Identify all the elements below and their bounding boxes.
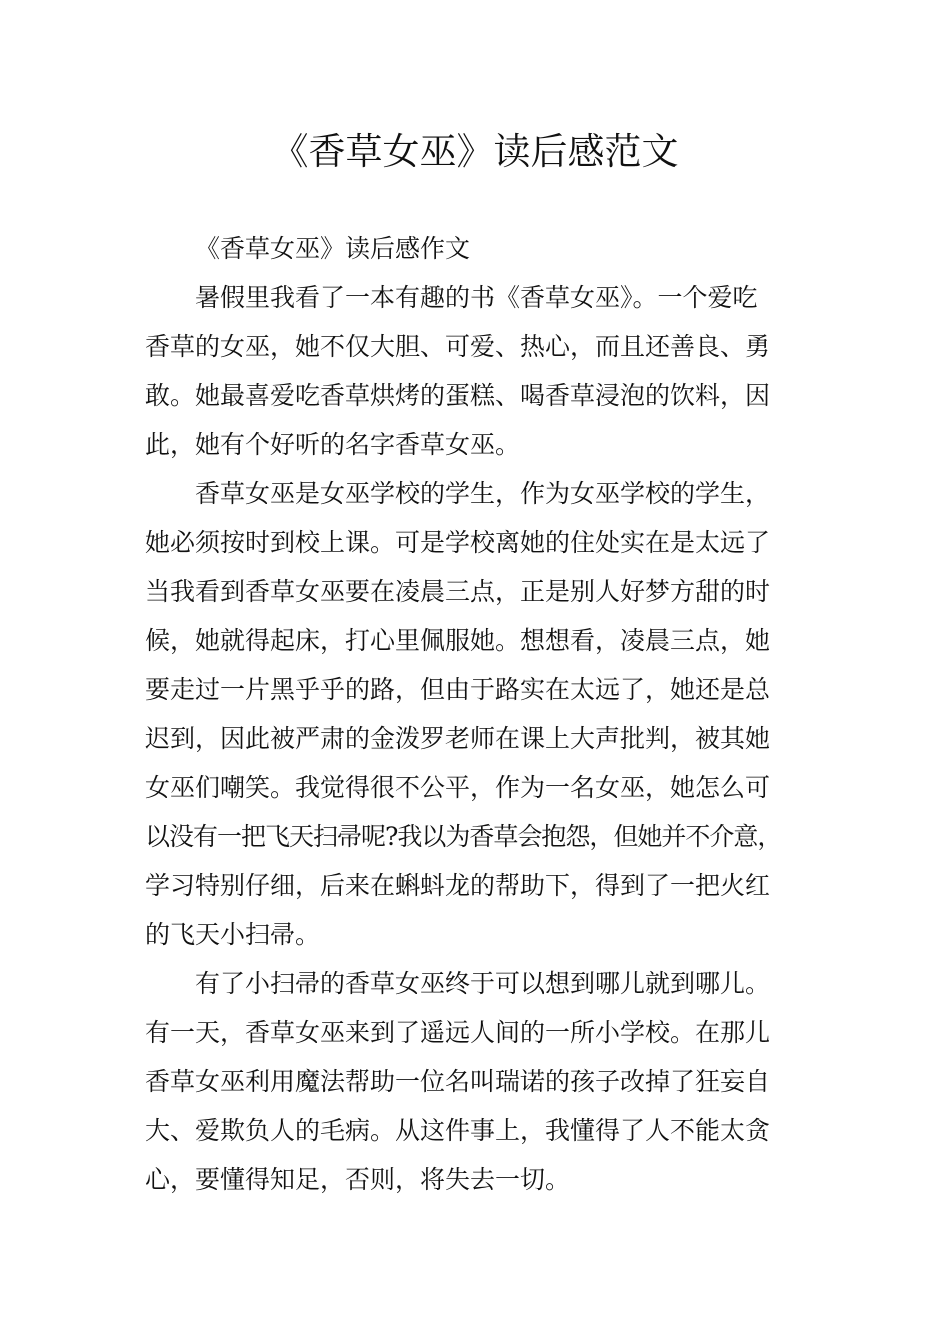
paragraph-1-line-4: 此，她有个好听的名字香草女巫。	[145, 430, 521, 459]
paragraph-3	[145, 959, 831, 1204]
paragraph-3-line-5: 心，要懂得知足，否则，将失去一切。	[145, 1165, 571, 1194]
paragraph-2-line-8: 以没有一把飞天扫帚呢?我以为香草会抱怨，但她并不介意，	[145, 822, 782, 851]
paragraph-2-line-9: 学习特别仔细，后来在蝌蚪龙的帮助下，得到了一把火红	[145, 871, 771, 900]
document-body	[145, 224, 831, 1204]
paragraph-1	[145, 273, 831, 469]
paragraph-3-line-3: 香草女巫利用魔法帮助一位名叫瑞诺的孩子改掉了狂妄自	[145, 1067, 771, 1096]
paragraph-2-line-2: 她必须按时到校上课。可是学校离她的住处实在是太远了	[145, 528, 771, 557]
paragraph-3-line-2: 有一天，香草女巫来到了遥远人间的一所小学校。在那儿	[145, 1018, 771, 1047]
paragraph-1-line-3: 敢。她最喜爱吃香草烘烤的蛋糕、喝香草浸泡的饮料，因	[145, 381, 771, 410]
paragraph-1-line-2: 香草的女巫，她不仅大胆、可爱、热心，而且还善良、勇	[145, 332, 771, 361]
subtitle-paragraph	[145, 224, 831, 273]
paragraph-2-line-7: 女巫们嘲笑。我觉得很不公平，作为一名女巫，她怎么可	[145, 773, 771, 802]
subtitle-line: 《香草女巫》读后感作文	[195, 234, 471, 263]
paragraph-2-line-6: 迟到，因此被严肃的金泼罗老师在课上大声批判，被其她	[145, 724, 771, 753]
paragraph-2-line-5: 要走过一片黑乎乎的路，但由于路实在太远了，她还是总	[145, 675, 771, 704]
paragraph-2-line-1: 香草女巫是女巫学校的学生，作为女巫学校的学生，	[195, 479, 771, 508]
paragraph-2-line-4: 候，她就得起床，打心里佩服她。想想看，凌晨三点，她	[145, 626, 771, 655]
paragraph-1-line-1: 暑假里我看了一本有趣的书《香草女巫》。一个爱吃	[195, 283, 758, 312]
paragraph-3-line-1: 有了小扫帚的香草女巫终于可以想到哪儿就到哪儿。	[195, 969, 771, 998]
paragraph-2	[145, 469, 831, 959]
paragraph-2-line-10: 的飞天小扫帚。	[145, 920, 321, 949]
paragraph-2-line-3: 当我看到香草女巫要在凌晨三点，正是别人好梦方甜的时	[145, 577, 771, 606]
document-title: 《香草女巫》读后感范文	[271, 130, 679, 173]
paragraph-3-line-4: 大、爱欺负人的毛病。从这件事上，我懂得了人不能太贪	[145, 1116, 771, 1145]
